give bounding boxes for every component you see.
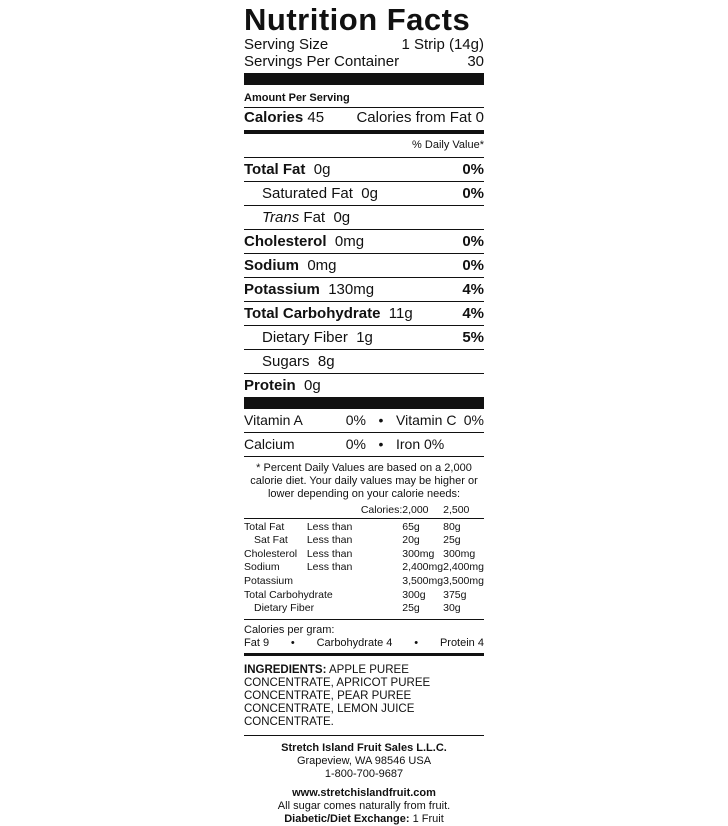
ingredients xyxy=(244,657,484,735)
amount-per-serving: Amount Per Serving xyxy=(244,92,350,104)
calories-from-fat-label: Calories from Fat xyxy=(356,109,472,126)
dv-table-row: Dietary Fiber 25g 30g xyxy=(254,602,461,615)
nutrient-trans-fat: Trans Fat 0g xyxy=(244,205,484,229)
medium-divider xyxy=(244,653,484,656)
company-name: Stretch Island Fruit Sales L.L.C. xyxy=(281,741,447,754)
nutrient-total-fat: Total Fat 0g 0% xyxy=(244,157,484,181)
company-info xyxy=(244,736,484,826)
dv-table-row: Potassium 3,500mg 3,500mg xyxy=(244,574,484,587)
nutrient-saturated-fat: Saturated Fat 0g 0% xyxy=(244,181,484,205)
serving-size-label: Serving Size xyxy=(244,36,329,53)
dv-table-row: Total Carbohydrate 300g 375g xyxy=(244,588,467,601)
nutrient-dietary-fiber: Dietary Fiber 1g 5% xyxy=(244,325,484,349)
calories-per-gram-label: Calories per gram: xyxy=(244,623,335,636)
serving-size-row xyxy=(244,36,484,53)
servings-per-container-row xyxy=(244,53,484,70)
company-phone: 1-800-700-9687 xyxy=(324,767,404,780)
sugar-note: All sugar comes naturally from fruit. xyxy=(277,799,451,812)
nutrition-facts-label xyxy=(244,4,484,826)
vitamin-row-1: Vitamin A 0% • Vitamin C 0% xyxy=(244,409,484,432)
calories-per-gram-row: Fat 9 • Carbohydrate 4 • Protein 4 xyxy=(244,636,484,649)
calories-row xyxy=(244,107,484,129)
bullet-icon: • xyxy=(414,636,419,649)
label-title: Nutrition Facts xyxy=(244,2,471,37)
nutrient-protein: Protein 0g xyxy=(244,373,484,397)
nutrient-potassium: Potassium 130mg 4% xyxy=(244,277,484,301)
servings-per-container-label: Servings Per Container xyxy=(244,53,400,70)
bullet-icon: • xyxy=(290,636,295,649)
medium-divider xyxy=(244,130,484,134)
bullet-icon: • xyxy=(378,436,384,452)
dv-table-row: Sat Fat Less than 20g 25g xyxy=(254,534,461,547)
thick-divider-vitamins xyxy=(244,397,484,409)
dv-table-row: Total Fat Less than 65g 80g xyxy=(244,520,461,533)
thick-divider xyxy=(244,73,484,85)
company-website: www.stretchislandfruit.com xyxy=(292,786,436,799)
company-city: Grapeview, WA 98546 USA xyxy=(296,754,432,767)
calories-value: 45 xyxy=(307,109,325,126)
ingredients-text: APPLE PUREE CONCENTRATE, APRICOT PUREE CONCENTRATE, PEAR PUREE CONCENTRATE, LEMON JUICE CONCENTRATE. xyxy=(244,663,431,728)
daily-value-footnote: * Percent Daily Values are based on a 2,000 calorie diet. Your daily values may be higher or lower depending on your calorie needs: xyxy=(250,462,478,500)
bullet-icon: • xyxy=(378,412,384,428)
nutrient-sugars: Sugars 8g xyxy=(244,349,484,373)
calories-label: Calories xyxy=(244,109,304,126)
vitamin-row-2: Calcium 0% • Iron 0% xyxy=(244,432,484,456)
calories-from-fat-value: 0 xyxy=(475,109,484,126)
servings-per-container-value: 30 xyxy=(467,53,484,70)
nutrient-total-carbohydrate: Total Carbohydrate 11g 4% xyxy=(244,301,484,325)
nutrient-sodium: Sodium 0mg 0% xyxy=(244,253,484,277)
serving-size-value: 1 Strip (14g) xyxy=(401,36,484,53)
dv-table-row: Sodium Less than 2,400mg 2,400mg xyxy=(244,561,484,574)
daily-value-table xyxy=(244,504,484,616)
dv-table-row: Cholesterol Less than 300mg 300mg xyxy=(244,547,476,560)
ingredients-label: INGREDIENTS: xyxy=(244,663,327,676)
diet-exchange: Diabetic/Diet Exchange: 1 Fruit xyxy=(284,812,444,825)
nutrient-cholesterol: Cholesterol 0mg 0% xyxy=(244,229,484,253)
daily-value-header: % Daily Value* xyxy=(412,139,484,151)
dv-table-header: Calories: 2,000 2,500 xyxy=(360,504,470,516)
